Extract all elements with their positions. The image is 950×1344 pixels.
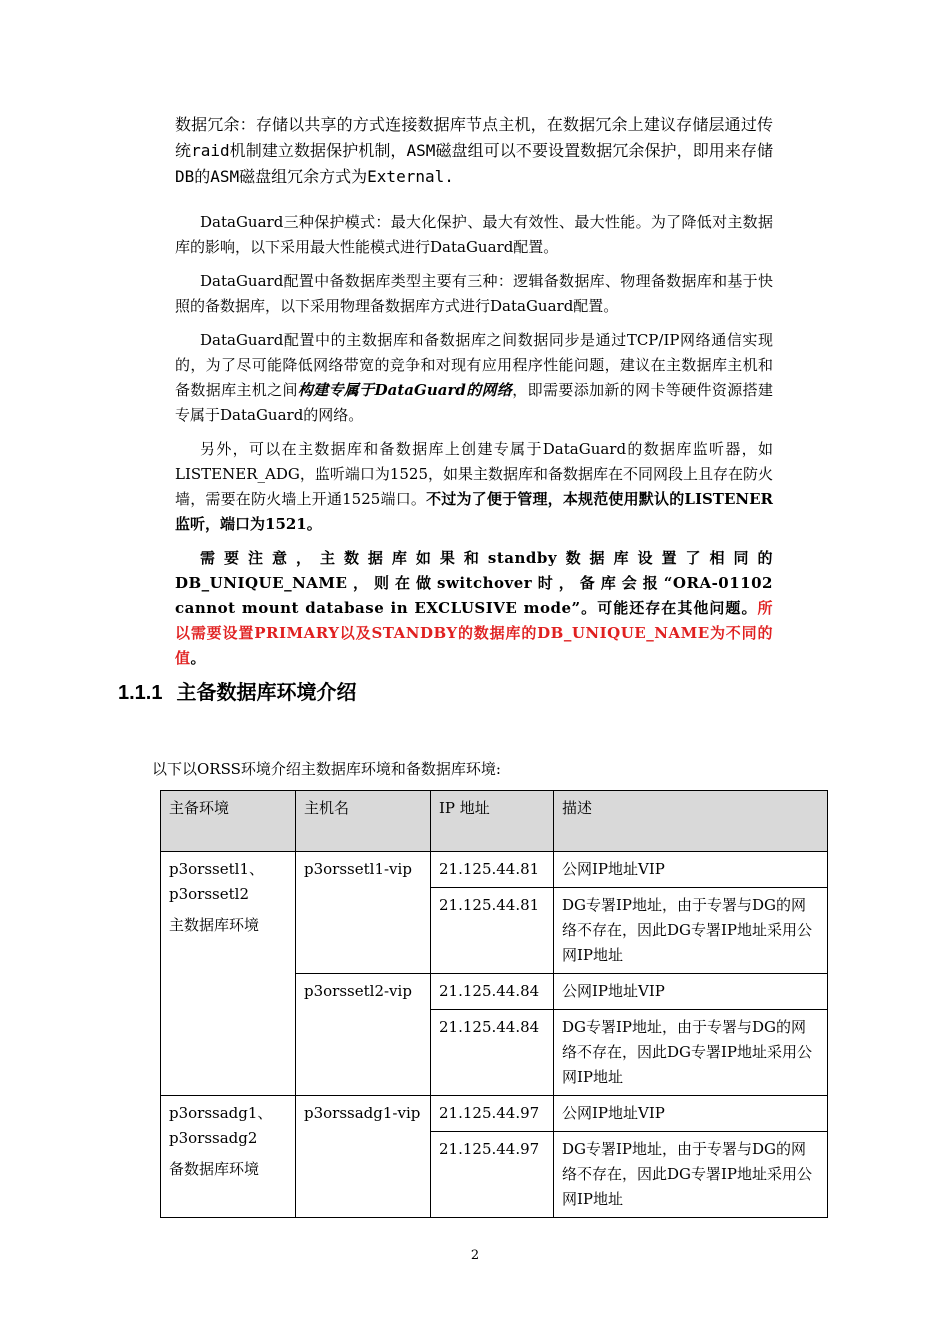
ip-cell: 21.125.44.81 — [431, 888, 554, 974]
env-cell-standby — [161, 1096, 296, 1218]
page-number: 2 — [470, 1248, 480, 1263]
note-text-a: 需要注意，主数据库如果和standby数据库设置了相同的DB_UNIQUE_NAME，则在做switchover时，备库会报“ORA-01102 cannot mount database in EXCLUSIVE mode”。可能还存在其他问题。 — [175, 549, 773, 617]
desc-cell: 公网IP地址VIP — [554, 852, 828, 888]
table-header-row — [161, 791, 828, 852]
network-text-c: ，即需要添加新的网卡等硬件资源搭建专属于DataGuard的网络。 — [175, 381, 773, 424]
ip-cell: 21.125.44.81 — [431, 852, 554, 888]
note-red-text: 所以需要设置PRIMARY以及STANDBY的数据库的DB_UNIQUE_NAME为不同的值 — [175, 599, 773, 667]
ip-cell: 21.125.44.84 — [431, 974, 554, 1010]
table-row — [161, 852, 828, 888]
desc-cell: DG专署IP地址，由于专署与DG的网络不存在，因此DG专署IP地址采用公网IP地址 — [554, 1132, 828, 1218]
header-env: 主备环境 — [161, 791, 296, 852]
env-hosts: p3orssetl1、p3orssetl2 — [169, 860, 264, 903]
header-ip: IP 地址 — [431, 791, 554, 852]
desc-cell: 公网IP地址VIP — [554, 974, 828, 1010]
env-hosts: p3orssadg1、p3orssadg2 — [169, 1104, 273, 1147]
paragraph-protection-modes: DataGuard三种保护模式：最大化保护、最大有效性、最大性能。为了降低对主数据库的影响，以下采用最大性能模式进行DataGuard配置。 — [175, 213, 773, 256]
table-row — [161, 1096, 828, 1132]
ip-cell: 21.125.44.97 — [431, 1096, 554, 1132]
desc-cell: DG专署IP地址，由于专署与DG的网络不存在，因此DG专署IP地址采用公网IP地址 — [554, 1010, 828, 1096]
header-desc: 描述 — [554, 791, 828, 852]
paragraph-listener — [175, 437, 773, 537]
paragraph-standby-types: DataGuard配置中备数据库类型主要有三种：逻辑备数据库、物理备数据库和基于快照的备数据库，以下采用物理备数据库方式进行DataGuard配置。 — [175, 272, 773, 315]
note-text-c: 。 — [190, 649, 207, 667]
header-host: 主机名 — [296, 791, 431, 852]
env-label: 主数据库环境 — [169, 916, 260, 934]
section-heading — [118, 676, 356, 705]
host-cell: p3orssadg1-vip — [296, 1096, 431, 1218]
environment-table — [160, 790, 828, 1218]
desc-cell: 公网IP地址VIP — [554, 1096, 828, 1132]
host-cell: p3orssetl2-vip — [296, 974, 431, 1096]
table-intro: 以下以ORSS环境介绍主数据库环境和备数据库环境: — [152, 760, 501, 778]
env-cell-primary — [161, 852, 296, 1096]
section-number: 1.1.1 — [118, 682, 163, 704]
host-cell: p3orssetl1-vip — [296, 852, 431, 974]
ip-cell: 21.125.44.84 — [431, 1010, 554, 1096]
env-label: 备数据库环境 — [169, 1160, 260, 1178]
ip-cell: 21.125.44.97 — [431, 1132, 554, 1218]
network-text-a: DataGuard配置中的主数据库和备数据库之间数据同步是通过TCP/IP网络通信实现的，为了尽可能降低网络带宽的竞争和对现有应用程序性能问题，建议在主数据库主机和备数据库主机之间 — [175, 331, 773, 399]
paragraph-network — [175, 328, 773, 428]
listener-text-a: 另外，可以在主数据库和备数据库上创建专属于DataGuard的数据库监听器，如LISTENER_ADG，监听端口为1525，如果主数据库和备数据库在不同网段上且存在防火墙，需要在防火墙上开通1525端口。 — [175, 440, 774, 508]
network-emphasis: 构建专属于DataGuard的网络 — [297, 381, 513, 399]
section-title: 主备数据库环境介绍 — [176, 682, 357, 704]
paragraph-data-redundancy: 数据冗余：存储以共享的方式连接数据库节点主机，在数据冗余上建议存储层通过传统raid机制建立数据保护机制，ASM磁盘组可以不要设置数据冗余保护，即用来存储DB的ASM磁盘组冗余方式为External. — [175, 115, 773, 186]
listener-emphasis: 不过为了便于管理，本规范使用默认的LISTENER监听，端口为1521。 — [175, 490, 773, 533]
paragraph-db-unique-name — [175, 546, 773, 671]
desc-cell: DG专署IP地址，由于专署与DG的网络不存在，因此DG专署IP地址采用公网IP地址 — [554, 888, 828, 974]
